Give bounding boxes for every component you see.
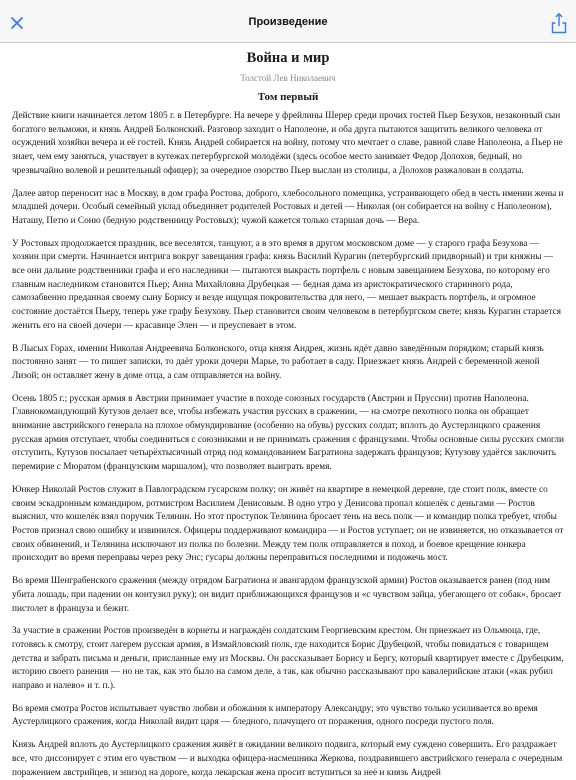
article-content [0,43,576,780]
book-author: Толстой Лев Николаевич [240,73,336,83]
volume-title: Том первый [257,91,319,103]
paragraph: Осень 1805 г.; русская армия в Австрии принимает участие в походе союзных государств (Австрии и Пруссии) против Наполеона. Главнокомандующий Кутузов делает все, чтобы избежать участия русских в сражении, — на смотре пехотного полка он обращает внимание австрийского генерала на плохое обмундирование (особенно на обувь) русских солдат; вплоть до Аустерлицкого сражения русская армия отступает, чтобы соединиться с союзниками и не принимать сражения с французами. Чтобы основные силы русских смогли отступить, Кутузов посылает четырёхтысячный отряд под командованием Багратиона задержать французов; Кутузову удаётся заключить перемирие с Мюратом (французским маршалом), что позволяет выиграть время. [12,393,564,473]
paragraph: У Ростовых продолжается праздник, все веселятся, танцуют, а в это время в другом московском доме — у старого графа Безухова — хозяин при смерти. Начинается интрига вокруг завещания графа: князь Василий Курагин (петербургский придворный) и три княжны — все они дальние родственники графа и его наследники — пытаются выкрасть портфель с новым завещанием Безухова, по которому его главным наследником становится Пьер; Анна Михайловна Друбецкая — бедная дама из аристократического старинного рода, самозабвенно преданная своему сыну Борису и везде ищущая покровительства для него, — мешает выкрасть портфель, и огромное состояние достаётся Пьеру, теперь уже графу Безухову. Пьер становится своим человеком в петербургском свете; князь Курагин старается женить его на своей дочери — красавице Элен — и преуспевает в этом. [12,238,562,331]
paragraph: Юнкер Николай Ростов служит в Павлоградском гусарском полку; он живёт на квартире в немецкой деревне, где стоит полк, вместе со своим эскадронным командиром, ротмистром Василием Денисовым. В одно утро у Денисова пропал кошелёк с деньгами — Ростов выяснил, что кошелёк взял поручик Телянин. Но этот проступок Телянина бросает тень на весь полк — и командир полка требует, чтобы Ростов признал свою ошибку и извинился. Офицеры поддерживают командира — и Ростов уступает; он не извиняется, но отказывается от своих обвинений, и Телянина исключают из полка по болезни. Между тем полк отправляется в поход, и боевое крещение юнкера происходит во время переправы через реку Энс; гусары должны переправиться последними и подожечь мост. [12,484,564,564]
nav-title: Произведение [248,16,328,28]
paragraph: Далее автор переносит нас в Москву, в дом графа Ростова, доброго, хлебосольного помещика, устраивающего обед в честь имении жены и младшей дочери. Особый семейный уклад объединяет родителей Ростовых и детей — Николая (он собирается на войну с Наполеоном), Наташу, Петю и Соню (бедную родственницу Ростовых); чужой кажется только старшая дочь — Вера. [12,188,564,226]
paragraph: Во время смотра Ростов испытывает чувство любви и обожания к императору Александру; это чувство только усиливается во время Аустерлицкого сражения, когда Николай видит царя — бледного, плачущего от поражения, одного посреди пустого поля. [12,703,538,728]
paragraph: Князь Андрей вплоть до Аустерлицкого сражения живёт в ожидании великого подвига, который ему суждено совершить. Его раздражает все, что диссонирует с этим его чувством — и выходка офицера-насмешника Жеркова, поздравившего австрийского генерала с очередным поражением австрийцев, и эпизод на дороге, когда лекарская жена просит вступиться за неё и князь Андрей [12,740,563,778]
paragraph: Во время Шенграбенского сражения (между отрядом Багратиона и авангардом французской армии) Ростов оказывается ранен (под ним убита лошадь, при падении он контузил руку); он видит приближающихся французов и «с чувством зайца, убегающего от собак», бросает пистолет в француза и бежит. [12,576,562,614]
navigation-bar [0,6,576,43]
paragraph: В Лысых Горах, имении Николая Андреевича Болконского, отца князя Андрея, жизнь идёт давно заведённым порядком; старый князь постоянно занят — то пишет записки, то даёт уроки дочери Марье, то работает в саду. Приезжает князь Андрей с беременной женой Лизой; он оставляет жену в доме отца, а сам отправляется на войну. [12,343,544,381]
share-icon[interactable] [551,12,567,34]
paragraph: За участие в сражении Ростов произведён в корнеты и награждён солдатским Георгиевским крестом. Он приезжает из Ольмюца, где, готовясь к смотру, стоит лагерем русская армия, в Измайловский полк, где находится Борис Друбецкой, чтобы повидаться с товарищем детства и забрать письма и деньги, присланные ему из Москвы. Он рассказывает Борису и Бергу, который квартирует вместе с Друбецким, историю своего ранения — но не так, как это было на самом деле, а так, как обычно рассказывают про кавалерийские атаки («как рубил направо и налево» и т. п.). [12,626,564,692]
book-title: Война и мир [246,50,330,66]
paragraph: Действие книги начинается летом 1805 г. в Петербурге. На вечере у фрейлины Шерер среди прочих гостей Пьер Безухов, незаконный сын богатого вельможи, и князь Андрей Болконский. Разговор заходит о Наполеоне, и оба друга пытаются защитить великого человека от осуждений хозяйки вечера и её гостей. Князь Андрей собирается на войну, потому что мечтает о славе, равной славе Наполеона, а Пьер не знает, чем ему заняться, участвует в кутежах петербургской молодёжи (здесь особое место занимает Федор Долохов, бедный, но чрезвычайно волевой и решительный офицер); за очередное озорство Пьер выслан из столицы, а Долохов разжалован в солдаты. [12,111,563,176]
